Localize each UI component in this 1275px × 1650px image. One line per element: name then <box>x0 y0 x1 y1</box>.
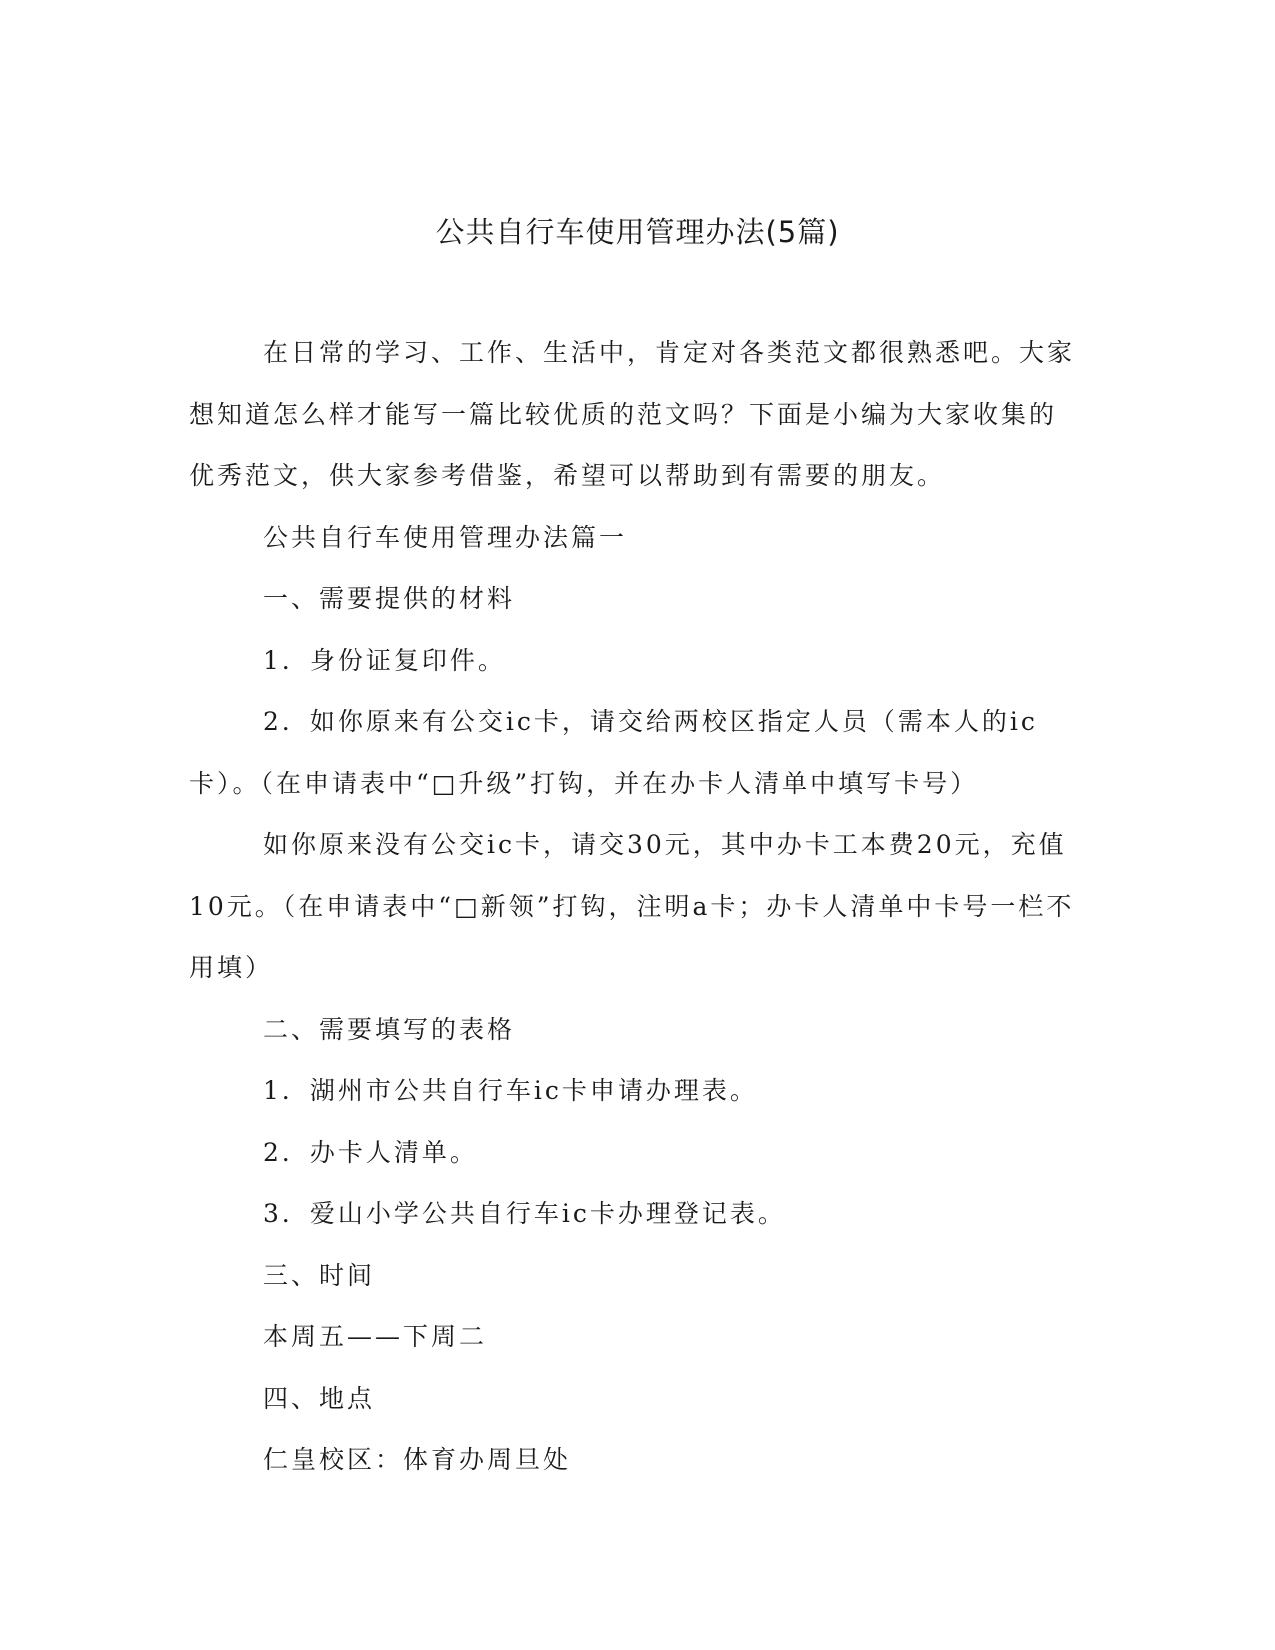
list-item-existing-ic-card: 2．如你原来有公交ic卡，请交给两校区指定人员（需本人的ic卡）。（在申请表中“□升级”打钩，并在办卡人清单中填写卡号） <box>189 707 1038 798</box>
list-item-cardholder-list: 2．办卡人清单。 <box>263 1137 478 1167</box>
list-item-id-copy: 1．身份证复印件。 <box>263 645 506 675</box>
document-body <box>189 322 1079 1491</box>
section-heading-chapter-one: 公共自行车使用管理办法篇一 <box>263 522 628 552</box>
section-heading-time: 三、时间 <box>263 1260 376 1290</box>
section-heading-location: 四、地点 <box>263 1383 376 1413</box>
page-title: 公共自行车使用管理办法(5篇) <box>435 215 840 249</box>
paragraph-no-ic-card: 如你原来没有公交ic卡，请交30元，其中办卡工本费20元，充值10元。（在申请表中“□新领”打钩，注明a卡；办卡人清单中卡号一栏不用填） <box>189 830 1075 982</box>
list-item-registration-form: 3．爱山小学公共自行车ic卡办理登记表。 <box>263 1199 786 1228</box>
section-heading-forms: 二、需要填写的表格 <box>263 1014 516 1044</box>
location-renhuang-campus: 仁皇校区：体育办周旦处 <box>263 1445 572 1474</box>
intro-paragraph: 在日常的学习、工作、生活中，肯定对各类范文都很熟悉吧。大家想知道怎么样才能写一篇比较优质的范文吗？下面是小编为大家收集的优秀范文，供大家参考借鉴，希望可以帮助到有需要的朋友。 <box>189 338 1076 490</box>
section-heading-materials: 一、需要提供的材料 <box>263 584 516 613</box>
list-item-application-form: 1．湖州市公共自行车ic卡申请办理表。 <box>263 1076 758 1105</box>
time-range: 本周五——下周二 <box>263 1322 488 1351</box>
